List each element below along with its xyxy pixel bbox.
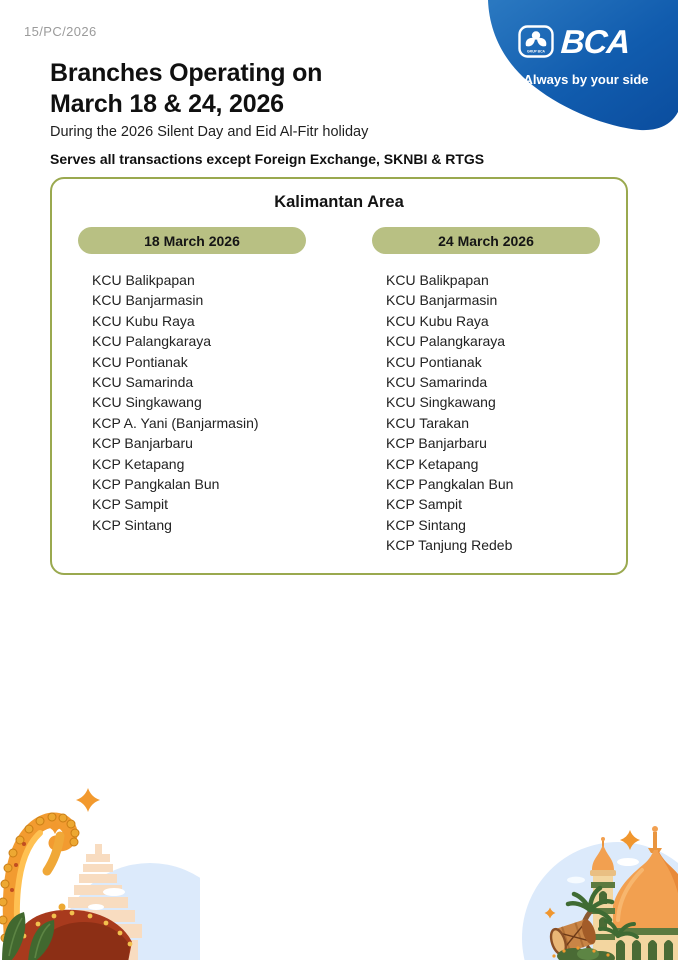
- branch-item: KCU Samarinda: [92, 374, 194, 391]
- branch-item: KCU Palangkaraya: [386, 333, 506, 350]
- branch-item: KCU Kubu Raya: [92, 312, 195, 329]
- branch-item: KCU Palangkaraya: [92, 333, 212, 350]
- page-title-line1: Branches Operating on: [50, 59, 323, 87]
- area-card: [50, 177, 628, 575]
- cloud-icon: [103, 888, 125, 896]
- page-title-line2: March 18 & 24, 2026: [50, 90, 284, 118]
- branch-item: KCP Sintang: [92, 516, 172, 533]
- branch-item: KCP Ketapang: [386, 455, 479, 472]
- brand-tagline: Always by your side: [523, 72, 649, 87]
- branch-item: KCU Banjarmasin: [386, 292, 498, 309]
- branch-item: KCU Kubu Raya: [386, 312, 489, 329]
- bca-logo-icon: [518, 25, 554, 58]
- branch-item: KCU Singkawang: [92, 394, 202, 411]
- branch-item: KCU Singkawang: [386, 394, 496, 411]
- service-note: Serves all transactions except Foreign Exchange, SKNBI & RTGS: [50, 151, 485, 167]
- bca-wordmark: BCA: [559, 23, 631, 60]
- branch-item: KCP A. Yani (Banjarmasin): [92, 414, 259, 431]
- branch-item: KCP Sampit: [92, 496, 168, 513]
- date-pill-18-march: 18 March 2026: [78, 227, 306, 254]
- date-pill-24-march: 24 March 2026: [372, 227, 600, 254]
- branch-list-18-march: [78, 270, 306, 535]
- bca-badge: [486, 0, 678, 138]
- branch-item: KCU Samarinda: [386, 374, 488, 391]
- page-title: [50, 58, 322, 120]
- branch-item: KCP Banjarbaru: [386, 435, 487, 452]
- branch-item: KCU Balikpapan: [92, 272, 195, 288]
- branch-item: KCP Pangkalan Bun: [386, 476, 514, 493]
- branch-item: KCP Pangkalan Bun: [92, 476, 220, 493]
- column-24-march: [372, 227, 600, 556]
- column-18-march: [78, 227, 306, 556]
- branch-item: KCU Tarakan: [386, 414, 470, 431]
- branch-item: KCP Tanjung Redeb: [386, 537, 513, 554]
- sparkle-icon: [76, 788, 100, 812]
- cloud-icon: [617, 858, 639, 866]
- branch-item: KCU Banjarmasin: [92, 292, 204, 309]
- branch-item: KCP Sampit: [386, 496, 462, 513]
- branch-item: KCP Banjarbaru: [92, 435, 193, 452]
- branch-item: KCU Balikpapan: [386, 272, 489, 288]
- mosque-illustration: [518, 820, 678, 960]
- branch-item: KCP Sintang: [386, 516, 466, 533]
- cloud-icon: [567, 877, 585, 884]
- branch-list-24-march: [372, 270, 600, 556]
- branch-item: KCU Pontianak: [92, 353, 188, 370]
- branch-item: KCU Pontianak: [386, 353, 482, 370]
- branch-item: KCP Ketapang: [92, 455, 185, 472]
- page-subtitle: During the 2026 Silent Day and Eid Al-Fitr holiday: [50, 124, 369, 140]
- cloud-icon: [88, 904, 104, 910]
- logo-group-text: GRUP BCA: [526, 49, 546, 54]
- balinese-decoration: [0, 770, 200, 960]
- doc-number: 15/PC/2026: [24, 24, 97, 39]
- area-title: Kalimantan Area: [274, 193, 404, 211]
